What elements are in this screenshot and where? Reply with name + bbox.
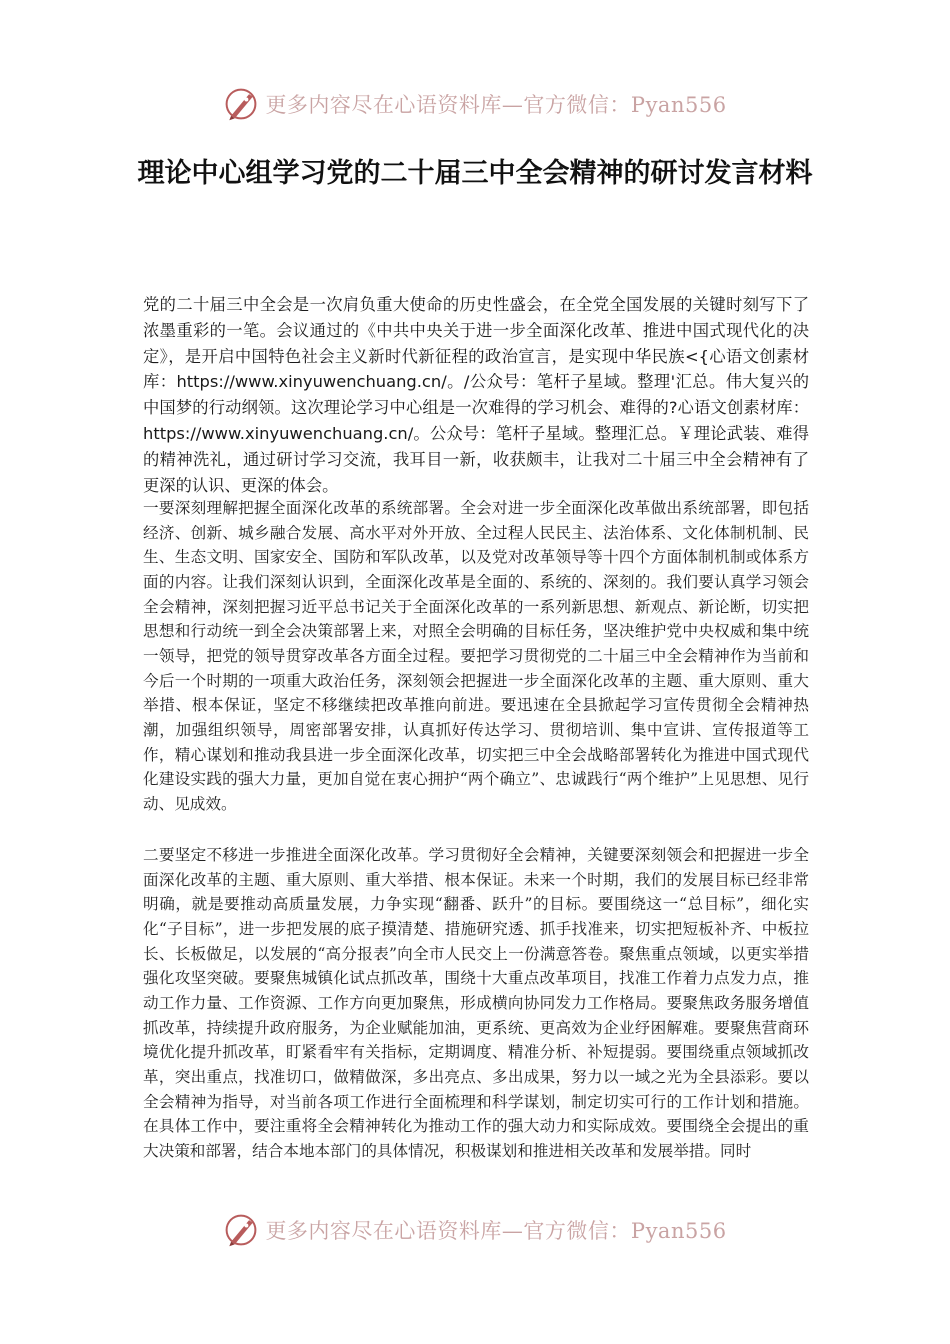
watermark-text: 更多内容尽在心语资料库—官方微信：Pyan556 [265,1219,727,1243]
watermark-text: 更多内容尽在心语资料库—官方微信：Pyan556 [265,93,727,117]
document-title: 理论中心组学习党的二十届三中全会精神的研讨发言材料 [137,158,813,189]
body-paragraph: 二要坚定不移进一步推进全面深化改革。学习贯彻好全会精神，关键要深刻领会和把握进一步全面深化改革的主题、重大原则、重大举措、根本保证。未来一个时期，我们的发展目标已经非常明确，就是要推动高质量发展，力争实现“翻番、跃升”的目标。要围绕这一“总目标”，细化实化“子目标”，进一步把发展的底子摸清楚、措施研究透、抓手找准来，切实把短板补齐、中板拉长、长板做足，以发展的“高分报表”向全市人民交上一份满意答卷。聚焦重点领域，以更实举措强化攻坚突破。要聚焦城镇化试点抓改革，围绕十大重点改革项目，找准工作着力点发力点，推动工作力量、工作资源、工作方向更加聚焦，形成横向协同发力工作格局。要聚焦政务服务增值抓改革，持续提升政府服务，为企业赋能加油，更系统、更高效为企业纾困解难。要聚焦营商环境优化提升抓改革，盯紧看牢有关指标，定期调度、精准分析、补短提弱。要围绕重点领域抓改革，突出重点，找准切口，做精做深，多出亮点、多出成果，努力以一域之光为全县添彩。要以全会精神为指导，对当前各项工作进行全面梳理和科学谋划，制定切实可行的工作计划和措施。在具体工作中，要注重将全会精神转化为推动工作的强大动力和实际成效。要围绕全会提出的重大决策和部署，结合本地本部门的具体情况，积极谋划和推进相关改革和发展举措。同时 [143,846,809,1160]
body-paragraph: 一要深刻理解把握全面深化改革的系统部署。全会对进一步全面深化改革做出系统部署，即包括经济、创新、城乡融合发展、高水平对外开放、全过程人民民主、法治体系、文化体制机制、民生、生态文明、国家安全、国防和军队改革，以及党对改革领导等十四个方面体制机制或体系方面的内容。让我们深刻认识到，全面深化改革是全面的、系统的、深刻的。我们要认真学习领会全会精神，深刻把握习近平总书记关于全面深化改革的一系列新思想、新观点、新论断，切实把思想和行动统一到全会决策部署上来，对照全会明确的目标任务，坚决维护党中央权威和集中统一领导，把党的领导贯穿改革各方面全过程。要把学习贯彻党的二十届三中全会精神作为当前和今后一个时期的一项重大政治任务，深刻领会把握进一步全面深化改革的主题、重大原则、重大举措、根本保证，坚定不移继续把改革推向前进。要迅速在全县掀起学习宣传贯彻全会精神热潮，加强组织领导，周密部署安排，认真抓好传达学习、贯彻培训、集中宣讲、宣传报道等工作，精心谋划和推动我县进一步全面深化改革，切实把三中全会战略部署转化为推进中国式现代化建设实践的强大力量，更加自觉在衷心拥护“两个确立”、忠诚践行“两个维护”上见思想、见行动、见成效。 [143,499,809,813]
pen-logo-icon [223,1212,259,1248]
header-watermark-banner [0,82,950,126]
footer-watermark-banner [0,1208,950,1252]
pen-logo-icon [223,86,259,122]
intro-paragraph: 党的二十届三中全会是一次肩负重大使命的历史性盛会，在全党全国发展的关键时刻写下了浓墨重彩的一笔。会议通过的《中共中央关于进一步全面深化改革、推进中国式现代化的决定》，是开启中国特色社会主义新时代新征程的政治宣言，是实现中华民族<{心语文创素材库：https://www.xinyuwenchuang.cn/。/公众号：笔杆子星域。整理'汇总。伟大复兴的中国梦的行动纲领。这次理论学习中心组是一次难得的学习机会、难得的?心语文创素材库：https://www.xinyuwenchuang.cn/。公众号：笔杆子星域。整理汇总。￥理论武装、难得的精神洗礼，通过研讨学习交流，我耳目一新，收获颇丰，让我对二十届三中全会精神有了更深的认识、更深的体会。 [143,295,809,495]
